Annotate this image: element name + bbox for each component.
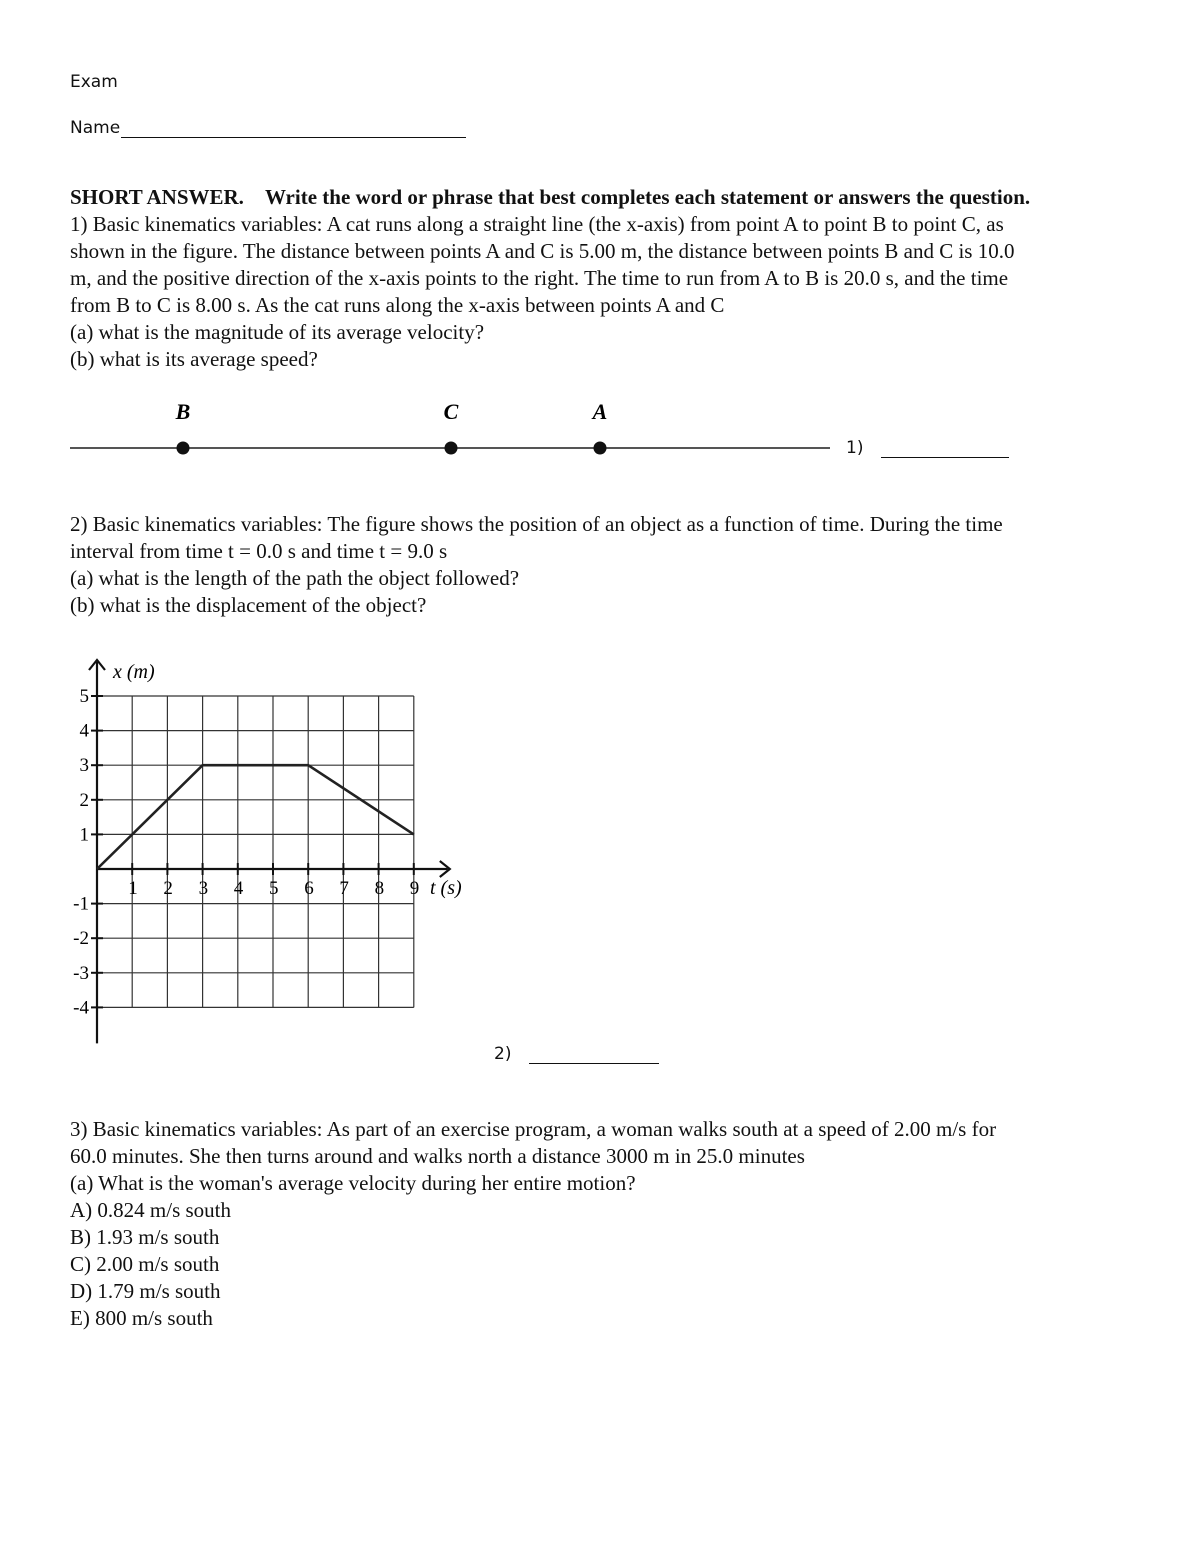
x-tick-label: 7	[339, 878, 349, 899]
x-tick-label: 8	[374, 878, 385, 899]
answer-1-row	[846, 438, 1009, 458]
y-tick-label: 5	[79, 686, 89, 707]
question-text: Basic kinematics variables: The figure shows the position of an object as a function of time. During the time	[92, 512, 1003, 536]
point-b-dot	[177, 442, 190, 455]
point-c-dot	[445, 442, 458, 455]
question-text-line	[70, 1116, 1135, 1143]
series-line-position	[97, 765, 414, 869]
name-field-line[interactable]	[121, 120, 466, 138]
y-tick-label: -3	[73, 962, 89, 984]
number-line-figure	[60, 395, 850, 465]
question-number: 2)	[70, 512, 88, 536]
point-c-label: C	[443, 399, 459, 424]
question-part-a: (a) What is the woman's average velocity during her entire motion?	[70, 1171, 636, 1195]
answer-1-blank[interactable]	[881, 441, 1009, 458]
option-a[interactable]: A) 0.824 m/s south	[70, 1198, 232, 1222]
question-number: 1)	[70, 212, 88, 236]
option-e[interactable]: E) 800 m/s south	[70, 1306, 213, 1330]
name-label: Name	[70, 118, 121, 138]
section-heading	[70, 184, 1135, 211]
name-row	[70, 118, 466, 138]
x-tick-label: 3	[198, 878, 209, 899]
point-a-label: A	[592, 399, 608, 424]
x-tick-label: 2	[163, 878, 173, 899]
question-text: Basic kinematics variables: As part of an exercise program, a woman walks south at a speed of 2.00 m/s for	[92, 1117, 997, 1141]
question-2-block	[70, 511, 1135, 619]
option-c[interactable]: C) 2.00 m/s south	[70, 1252, 220, 1276]
chart-grid	[97, 696, 414, 1007]
answer-1-label: 1)	[846, 438, 864, 458]
y-tick-label: 3	[79, 755, 89, 777]
x-tick-label: 6	[304, 878, 314, 899]
x-axis-label: t (s)	[430, 877, 462, 899]
answer-2-blank[interactable]	[529, 1047, 659, 1064]
exam-title: Exam	[70, 72, 118, 92]
answer-2-row	[494, 1044, 659, 1064]
question-part-a: (a) what is the magnitude of its average velocity?	[70, 320, 485, 344]
question-text-line: shown in the figure. The distance between points A and C is 5.00 m, the distance between points B and C is 10.0	[70, 239, 1015, 263]
chart-axes	[89, 660, 450, 1043]
y-tick-label: 2	[79, 789, 89, 811]
y-tick-label: -2	[73, 928, 89, 950]
question-3-block	[70, 1116, 1135, 1332]
chart-ticks	[73, 686, 419, 1018]
y-tick-label: 4	[79, 720, 89, 742]
option-d[interactable]: D) 1.79 m/s south	[70, 1279, 221, 1303]
section-instruction: Write the word or phrase that best completes each statement or answers the question.	[264, 185, 1031, 209]
y-tick-label: 1	[79, 824, 89, 846]
question-part-a: (a) what is the length of the path the object followed?	[70, 566, 520, 590]
question-text-line: interval from time t = 0.0 s and time t = 9.0 s	[70, 539, 448, 563]
y-tick-label: -4	[73, 997, 89, 1019]
question-text-line	[70, 511, 1135, 538]
option-b[interactable]: B) 1.93 m/s south	[70, 1225, 220, 1249]
question-text-line: m, and the positive direction of the x-axis points to the right. The time to run from A to B is 20.0 s, and the time	[70, 266, 1009, 290]
y-tick-label: -1	[73, 893, 89, 915]
question-number: 3)	[70, 1117, 88, 1141]
point-a-dot	[594, 442, 607, 455]
point-b-label: B	[175, 399, 191, 424]
x-tick-label: 1	[128, 878, 138, 899]
question-text-line	[70, 211, 1135, 238]
question-part-b: (b) what is its average speed?	[70, 347, 318, 371]
question-text-line: from B to C is 8.00 s. As the cat runs along the x-axis between points A and C	[70, 293, 725, 317]
x-tick-label: 9	[409, 878, 420, 899]
question-part-b: (b) what is the displacement of the object?	[70, 593, 427, 617]
question-1-block	[70, 184, 1135, 373]
question-text: Basic kinematics variables: A cat runs along a straight line (the x-axis) from point A to point B to point C, as	[92, 212, 1004, 236]
y-axis-label: x (m)	[113, 661, 155, 683]
answer-2-label: 2)	[494, 1044, 512, 1064]
question-text-line: 60.0 minutes. She then turns around and walks north a distance 3000 m in 25.0 minutes	[70, 1144, 805, 1168]
chart-series	[97, 765, 414, 869]
x-tick-label: 5	[269, 878, 279, 899]
section-title: SHORT ANSWER.	[70, 185, 244, 209]
x-tick-label: 4	[233, 878, 244, 899]
position-time-chart	[0, 640, 520, 1060]
